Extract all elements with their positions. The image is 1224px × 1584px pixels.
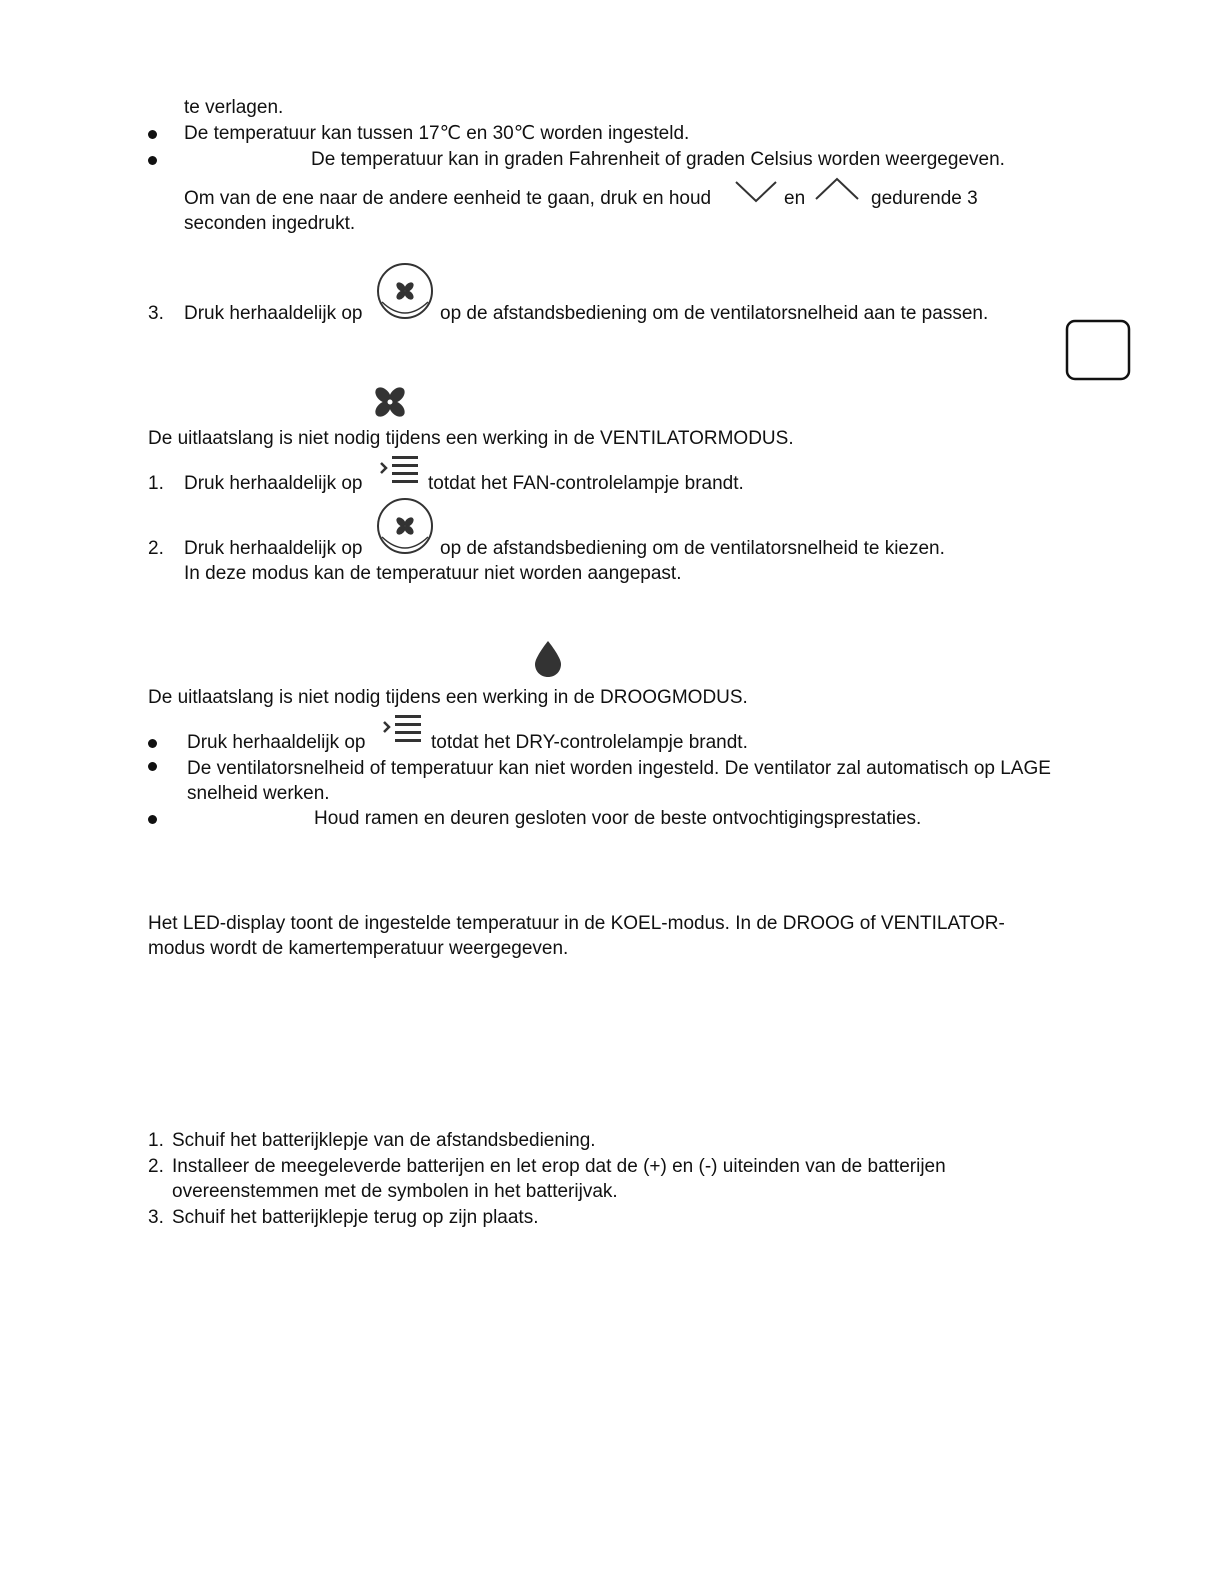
bullet bbox=[148, 762, 157, 771]
list-number: 2. bbox=[148, 1156, 164, 1177]
dry-bullet2-line2: snelheid werken. bbox=[187, 783, 330, 804]
battery-step2-line1: Installeer de meegeleverde batterijen en let erop dat de (+) en (-) uiteinden van de batterijen bbox=[172, 1156, 946, 1177]
fan-step2-suffix: op de afstandsbediening om de ventilatorsnelheid te kiezen. bbox=[440, 538, 945, 559]
bullet bbox=[148, 815, 157, 824]
chevron-up-icon bbox=[815, 178, 859, 200]
fan-button-icon bbox=[376, 262, 434, 322]
mode-button-icon bbox=[383, 713, 423, 745]
battery-step3: Schuif het batterijklepje terug op zijn plaats. bbox=[172, 1207, 539, 1228]
dry-bullet3: Houd ramen en deuren gesloten voor de beste ontvochtigingsprestaties. bbox=[314, 808, 922, 829]
blank-square-icon bbox=[1066, 320, 1132, 382]
battery-step1: Schuif het batterijklepje van de afstandsbediening. bbox=[172, 1130, 596, 1151]
step-number: 2. bbox=[148, 538, 164, 559]
fan-step1-prefix: Druk herhaaldelijk op bbox=[184, 473, 363, 494]
temperature-range-text: De temperatuur kan tussen 17℃ en 30℃ worden ingesteld. bbox=[184, 123, 690, 144]
dry-bullet1-prefix: Druk herhaaldelijk op bbox=[187, 732, 366, 753]
display-text-line1: Het LED-display toont de ingestelde temperatuur in de KOEL-modus. In de DROOG of VENTILATOR- bbox=[148, 913, 1005, 934]
unit-switch-line2: seconden ingedrukt. bbox=[184, 213, 356, 234]
dry-mode-intro: De uitlaatslang is niet nodig tijdens een werking in de DROOGMODUS. bbox=[148, 687, 748, 708]
fan-step2-line2: In deze modus kan de temperatuur niet worden aangepast. bbox=[184, 563, 682, 584]
dry-bullet1-suffix: totdat het DRY-controlelampje brandt. bbox=[431, 732, 748, 753]
dry-bullet2-line1: De ventilatorsnelheid of temperatuur kan niet worden ingesteld. De ventilator zal automatisch op LAGE bbox=[187, 758, 1051, 779]
step3-suffix: op de afstandsbediening om de ventilatorsnelheid aan te passen. bbox=[440, 303, 989, 324]
fan-mode-intro: De uitlaatslang is niet nodig tijdens een werking in de VENTILATORMODUS. bbox=[148, 428, 794, 449]
fan-step1-suffix: totdat het FAN-controlelampje brandt. bbox=[428, 473, 744, 494]
step-number: 3. bbox=[148, 303, 164, 324]
unit-switch-and: en bbox=[784, 188, 806, 209]
list-number: 1. bbox=[148, 1130, 164, 1151]
water-drop-icon bbox=[533, 640, 563, 678]
chevron-down-icon bbox=[735, 181, 777, 203]
temperature-continuation: te verlagen. bbox=[184, 97, 284, 118]
fan-step2-prefix: Druk herhaaldelijk op bbox=[184, 538, 363, 559]
unit-switch-duration: gedurende 3 bbox=[871, 188, 978, 209]
unit-switch-text: Om van de ene naar de andere eenheid te gaan, druk en houd bbox=[184, 188, 712, 209]
step3-prefix: Druk herhaaldelijk op bbox=[184, 303, 363, 324]
list-number: 3. bbox=[148, 1207, 164, 1228]
mode-button-icon bbox=[380, 454, 420, 486]
fan-icon bbox=[372, 384, 408, 420]
fan-button-icon bbox=[376, 497, 434, 557]
battery-step2-line2: overeenstemmen met de symbolen in het batterijvak. bbox=[172, 1181, 618, 1202]
bullet bbox=[148, 156, 157, 165]
display-text-line2: modus wordt de kamertemperatuur weergegeven. bbox=[148, 938, 569, 959]
step-number: 1. bbox=[148, 473, 164, 494]
temperature-units-text: De temperatuur kan in graden Fahrenheit of graden Celsius worden weergegeven. bbox=[311, 149, 1005, 170]
bullet bbox=[148, 739, 157, 748]
bullet bbox=[148, 130, 157, 139]
